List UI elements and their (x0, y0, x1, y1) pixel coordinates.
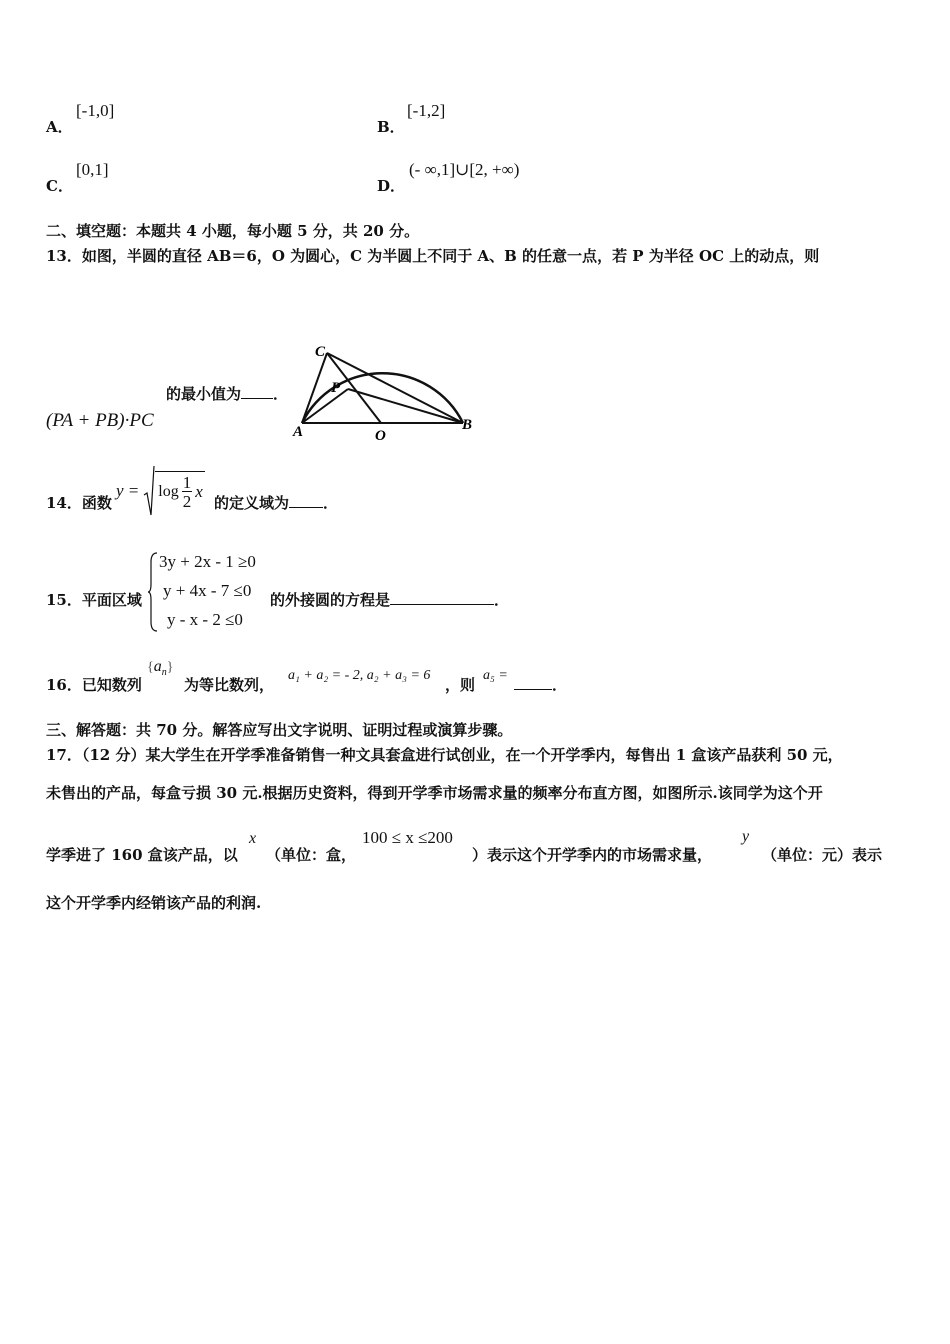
q14-radicand (155, 471, 205, 510)
q14-end: ． (323, 494, 339, 512)
q13-tail: 的最小值为 (166, 385, 242, 403)
label-c: C (315, 344, 326, 360)
q15-row3: y - x - 2 ≤0 (167, 610, 243, 629)
option-c-value: [0,1] (76, 160, 109, 179)
q16-num: 16．已知数列 (46, 676, 142, 694)
q16-seq: a (153, 658, 162, 675)
q17-line2: 未售出的产品，每盒亏损 30 元.根据历史资料，得到开学季市场需求量的频率分布直方图，如图所示.该同学为这个开 (46, 784, 823, 802)
q14-numerator: 1 (182, 472, 192, 492)
q15-answer-blank (390, 590, 494, 605)
option-d-letter: D． (377, 177, 406, 195)
sqrt-sign-icon (143, 465, 155, 517)
q14-tail-line (214, 492, 338, 513)
system-brace-icon (148, 552, 158, 632)
q16-blank-line (514, 674, 567, 695)
q14-num: 14．函数 (46, 494, 112, 512)
section2-heading: 二、填空题：本题共 4 小题，每小题 5 分，共 20 分。 (46, 222, 420, 240)
label-p: P (331, 380, 341, 396)
q15-tail-line (270, 589, 509, 610)
section3-heading: 三、解答题：共 70 分。解答应写出文字说明、证明过程或演算步骤。 (46, 721, 513, 739)
q13-tail-line (166, 383, 288, 404)
label-o: O (375, 428, 386, 443)
q14-lhs: y = (116, 481, 140, 500)
q14-answer-blank (289, 493, 323, 508)
q13-end: ． (273, 385, 289, 403)
q14-x: x (195, 481, 203, 501)
option-b (377, 116, 405, 137)
q15-num: 15．平面区域 (46, 591, 142, 609)
q16-condition: a₁ + a₂ = - 2, a₂ + a₃ = 6 (288, 668, 431, 683)
option-d-value: (- ∞,1]∪[2, +∞) (409, 160, 520, 179)
q17-line3c: ）表示这个开学季内的市场需求量， (472, 846, 713, 864)
label-b: B (462, 417, 473, 433)
option-a (46, 116, 73, 137)
option-a-letter: A． (46, 118, 73, 136)
label-a: A (293, 424, 304, 440)
q15-tail: 的外接圆的方程是 (270, 591, 391, 609)
q16-text1: 为等比数列， (184, 676, 275, 694)
q16-answer-blank (514, 675, 552, 690)
q17-line4: 这个开学季内经销该产品的利润. (46, 894, 262, 912)
q16-sequence: $\{a_n\}$ (147, 658, 174, 679)
option-d (377, 175, 405, 196)
option-c (46, 175, 73, 196)
q14-log: log (158, 482, 179, 500)
segment-cb (327, 353, 463, 423)
q14-tail: 的定义域为 (214, 494, 290, 512)
q17-line3b: （单位：盒， (266, 846, 357, 864)
option-b-value: [-1,2] (407, 101, 446, 120)
segment-ac (302, 353, 327, 423)
option-a-value: [-1,0] (76, 101, 115, 120)
q17-line3a: 学季进了 160 盒该产品，以 (46, 846, 238, 864)
q17-var-x: x (249, 830, 257, 847)
q15-end: ． (494, 591, 510, 609)
q13-answer-blank (241, 384, 273, 399)
semicircle-diagram (285, 328, 485, 443)
q14-fraction (182, 474, 193, 510)
q17-line1: 17．（12 分）某大学生在开学季准备销售一种文具套盒进行试创业，在一个开学季内，每售出 1 盒该产品获利 50 元， (46, 746, 843, 764)
q13-expression: (PA + PB)·PC (46, 410, 154, 431)
q14-denominator: 2 (182, 491, 192, 511)
q17-line3d: （单位：元）表示 (762, 846, 883, 864)
q13-stem: 13．如图，半圆的直径 AB＝6，O 为圆心，C 为半圆上不同于 A、B 的任意一点，若 P 为半径 OC 上的动点，则 (46, 247, 820, 265)
q16-end: ． (552, 676, 568, 694)
option-c-letter: C． (46, 177, 73, 195)
q15-row2: y + 4x - 7 ≤0 (163, 581, 252, 600)
q16-a5: a₅ = (483, 668, 508, 683)
q15-row1: 3y + 2x - 1 ≥0 (159, 552, 256, 571)
q16-seq-sub: n (161, 667, 167, 679)
q17-var-y: y (742, 828, 750, 845)
q17-range: 100 ≤ x ≤200 (362, 828, 453, 847)
q16-text2: ，则 (445, 676, 476, 694)
option-b-letter: B． (377, 118, 405, 136)
q14-formula (116, 465, 205, 517)
